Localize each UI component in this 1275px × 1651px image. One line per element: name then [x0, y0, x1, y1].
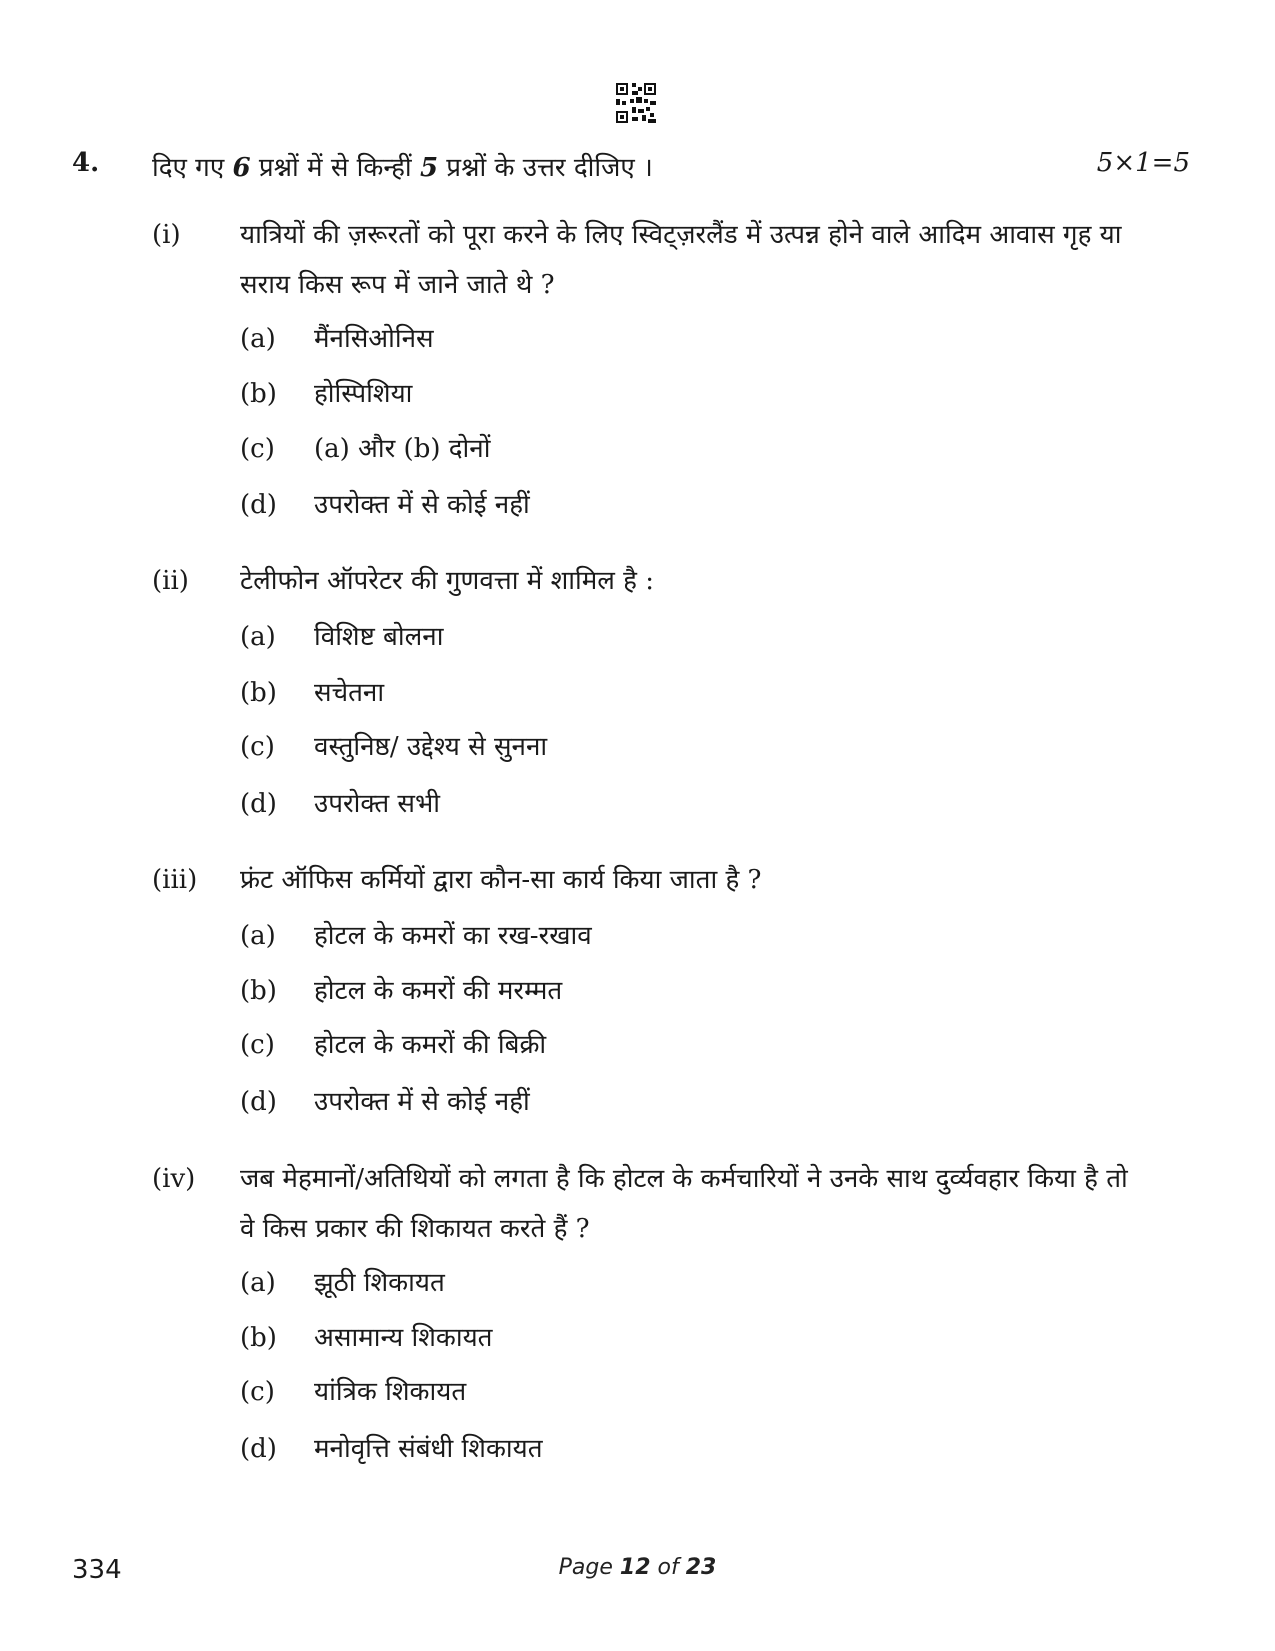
option-letter: (d): [240, 1434, 277, 1464]
instruction-count-answer: 5: [419, 153, 439, 183]
option-text: झूठी शिकायत: [314, 1268, 445, 1298]
option-letter: (b): [240, 379, 277, 409]
option-text: होटल के कमरों की मरम्मत: [314, 976, 563, 1006]
subquestion-text: यात्रियों की ज़रूरतों को पूरा करने के लिए स्विट्ज़रलैंड में उत्पन्न होने वाले आदिम आवास गृह या सराय किस रूप में जाने जाते थे ?: [240, 220, 1122, 300]
question-marks: 5×1=5: [1096, 148, 1190, 178]
question-instruction: [152, 148, 653, 184]
option-letter: (c): [240, 1030, 275, 1060]
option-letter: (b): [240, 976, 277, 1006]
option-text: होस्पिशिया: [314, 379, 413, 409]
page-total: 23: [685, 1555, 717, 1580]
option-a: [240, 322, 434, 356]
option-c: [240, 730, 547, 764]
option-a: [240, 919, 592, 953]
option-d: [240, 787, 440, 821]
subquestion-text: फ्रंट ऑफिस कर्मियों द्वारा कौन-सा कार्य किया जाता है ?: [240, 865, 762, 895]
option-text: सचेतना: [314, 678, 385, 708]
option-letter: (d): [240, 490, 277, 520]
instruction-post: प्रश्नों के उत्तर दीजिए ।: [438, 153, 653, 183]
subquestion-number: (i): [152, 220, 181, 250]
option-b: [240, 377, 412, 411]
option-text: होटल के कमरों की बिक्री: [314, 1030, 547, 1060]
option-d: [240, 488, 530, 522]
option-letter: (d): [240, 789, 277, 819]
paper-code: 334: [72, 1555, 122, 1585]
option-text: वस्तुनिष्ठ/ उद्देश्य से सुनना: [314, 732, 548, 762]
option-letter: (b): [240, 678, 277, 708]
option-letter: (a): [240, 324, 276, 354]
option-c: [240, 1375, 466, 1409]
subquestion-number: (ii): [152, 566, 189, 596]
instruction-pre: दिए गए: [152, 153, 233, 183]
option-b: [240, 974, 562, 1008]
option-letter: (c): [240, 1377, 275, 1407]
option-d: [240, 1432, 543, 1466]
subquestion-text: टेलीफोन ऑपरेटर की गुणवत्ता में शामिल है :: [240, 566, 654, 596]
option-d: [240, 1085, 530, 1119]
option-letter: (c): [240, 732, 275, 762]
page-word: Page: [558, 1555, 620, 1580]
option-text: उपरोक्त में से कोई नहीं: [314, 1087, 530, 1117]
subquestion-text: जब मेहमानों/अतिथियों को लगता है कि होटल के कर्मचारियों ने उनके साथ दुर्व्यवहार किया है तो वे किस प्रकार की शिकायत करते हैं ?: [240, 1164, 1128, 1244]
option-text: (a) और (b) दोनों: [314, 434, 491, 464]
option-a: [240, 1266, 445, 1300]
instruction-mid: प्रश्नों में से किन्हीं: [250, 153, 420, 183]
qr-code-icon: [616, 83, 656, 123]
option-text: उपरोक्त में से कोई नहीं: [314, 490, 530, 520]
option-b: [240, 1321, 493, 1355]
page-of: of: [650, 1555, 686, 1580]
page-number: 12: [619, 1555, 651, 1580]
option-letter: (a): [240, 1268, 276, 1298]
option-text: विशिष्ट बोलना: [314, 622, 444, 652]
option-c: [240, 1028, 546, 1062]
option-text: यांत्रिक शिकायत: [314, 1377, 467, 1407]
option-b: [240, 676, 384, 710]
option-letter: (a): [240, 921, 276, 951]
instruction-count-given: 6: [232, 153, 251, 183]
page-indicator: [0, 1555, 1275, 1580]
option-a: [240, 620, 443, 654]
question-number: 4.: [72, 148, 100, 178]
subquestion-number: (iv): [152, 1164, 196, 1194]
option-letter: (c): [240, 434, 275, 464]
subquestion-number: (iii): [152, 865, 198, 895]
option-text: असामान्य शिकायत: [314, 1323, 493, 1353]
option-text: मनोवृत्ति संबंधी शिकायत: [314, 1434, 543, 1464]
option-text: होटल के कमरों का रख-रखाव: [314, 921, 592, 951]
option-letter: (a): [240, 622, 276, 652]
option-letter: (b): [240, 1323, 277, 1353]
option-text: मैंनसिओनिस: [314, 324, 434, 354]
option-text: उपरोक्त सभी: [314, 789, 440, 819]
option-letter: (d): [240, 1087, 277, 1117]
option-c: [240, 432, 490, 466]
